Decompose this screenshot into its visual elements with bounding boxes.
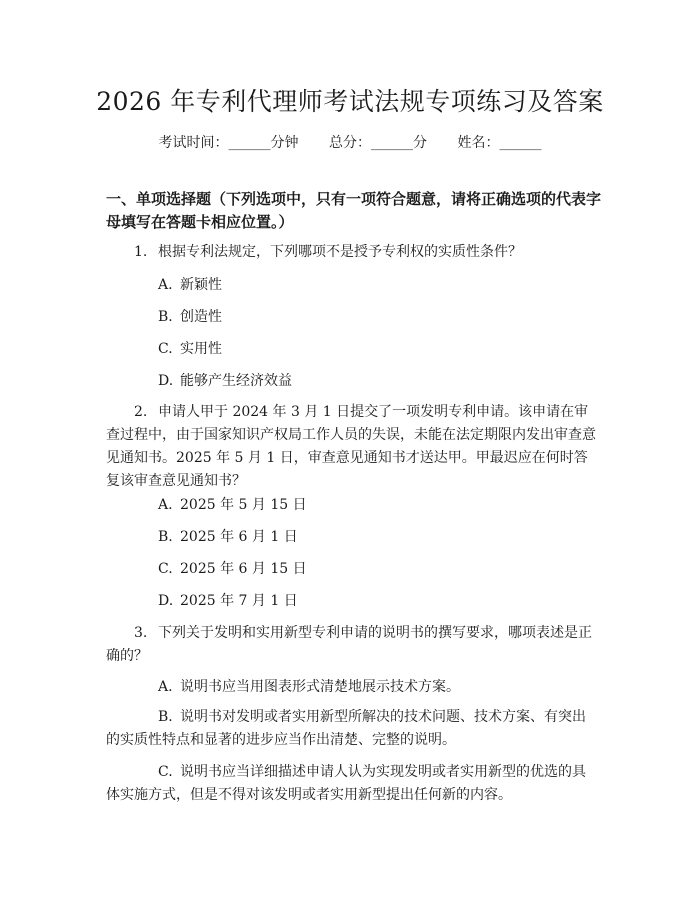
q1-option-b: B. 创造性 xyxy=(158,309,222,325)
q3-option-b: B. 说明书对发明或者实用新型所解决的技术问题、技术方案、有突出的实质性特点和显著的进步应当作出清楚、完整的说明。 xyxy=(106,709,586,748)
page-title: 2026 年专利代理师考试法规专项练习及答案 xyxy=(96,87,604,116)
question-1-stem xyxy=(106,241,596,264)
section-heading: 一、单项选择题（下列选项中，只有一项符合题意，请将正确选项的代表字母填写在答题卡相应位置。） xyxy=(106,190,602,231)
q2-option-a: A. 2025 年 5 月 15 日 xyxy=(158,497,307,513)
question-text: 下列关于发明和实用新型专利申请的说明书的撰写要求，哪项表述是正确的？ xyxy=(106,625,592,664)
q3-option-c: C. 说明书应当详细描述申请人认为实现发明或者实用新型的优选的具体实施方式，但是不得对该发明或者实用新型提出任何新的内容。 xyxy=(106,764,586,803)
q2-option-d: D. 2025 年 7 月 1 日 xyxy=(158,593,298,609)
question-number: 1. xyxy=(134,244,148,260)
q1-option-a: A. 新颖性 xyxy=(158,277,222,293)
question-2-stem xyxy=(106,401,596,493)
q1-option-d: D. 能够产生经济效益 xyxy=(158,373,292,389)
q3-option-a: A. 说明书应当用图表形式清楚地展示技术方案。 xyxy=(158,679,460,695)
total-score-field: 总分：______分 xyxy=(329,135,427,151)
question-number: 2. xyxy=(134,404,148,420)
question-text: 申请人甲于 2024 年 3 月 1 日提交了一项发明专利申请。该申请在审查过程中，由于国家知识产权局工作人员的失误，未能在法定期限内发出审查意见通知书。2025 年 5 月 1 日，审查意见通知书才送达甲。甲最迟应在何时答复该审查意见通知书？ xyxy=(106,404,596,489)
exam-time-field: 考试时间：______分钟 xyxy=(158,135,299,151)
q2-option-b: B. 2025 年 6 月 1 日 xyxy=(158,529,298,545)
question-text: 根据专利法规定，下列哪项不是授予专利权的实质性条件？ xyxy=(158,244,522,260)
question-number: 3. xyxy=(134,625,148,641)
q2-option-c: C. 2025 年 6 月 15 日 xyxy=(158,561,307,577)
name-field: 姓名：______ xyxy=(457,135,542,151)
q1-option-c: C. 实用性 xyxy=(158,341,222,357)
exam-meta xyxy=(0,132,700,152)
question-3-stem xyxy=(106,622,596,668)
